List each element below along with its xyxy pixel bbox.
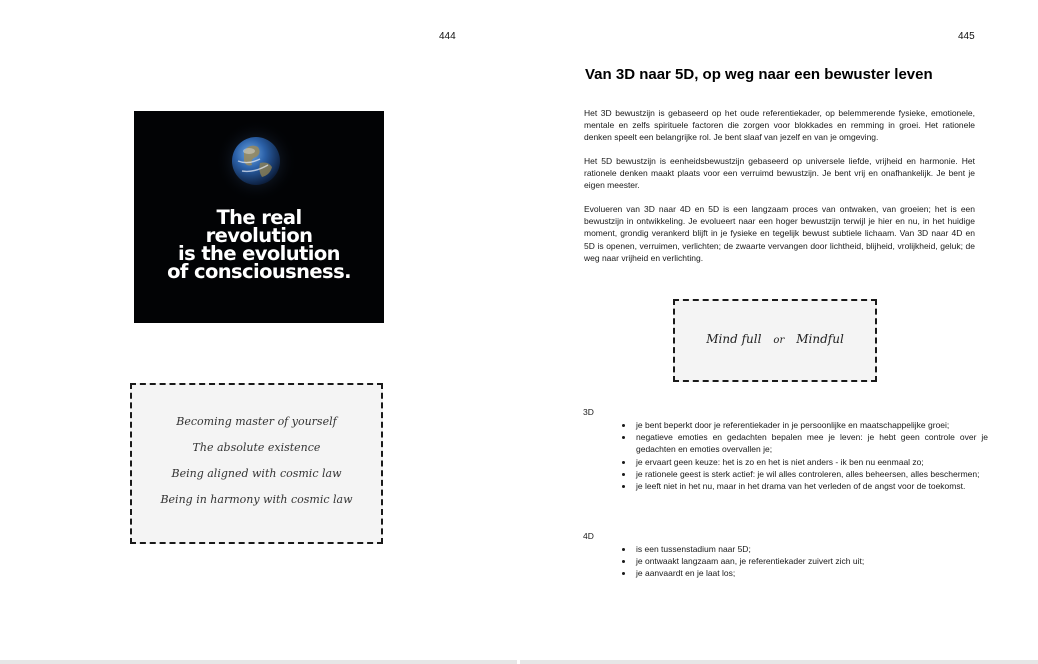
quote-line: Being in harmony with cosmic law — [160, 493, 353, 506]
quote-line: Being aligned with cosmic law — [171, 467, 342, 480]
poster-line: The real — [216, 206, 302, 229]
list-item: • je ontwaakt langzaam aan, je referentiekader zuivert zich uit; — [634, 555, 988, 567]
list-item: • negatieve emoties en gedachten bepalen mee je leven: je hebt geen controle over je gedachten en emoties overvallen je; — [634, 431, 988, 455]
list-item: • je ervaart geen keuze: het is zo en het is niet anders - ik ben nu eenmaal zo; — [634, 456, 988, 468]
paragraph: Het 5D bewustzijn is eenheidsbewustzijn gebaseerd op universele liefde, vrijheid en harmonie. Het rationele denken maakt plaats voor een verruimd bewustzijn. Je bent vrij en onafhankelijk. Je bent je eigen meester. — [584, 156, 975, 191]
page-number: 445 — [958, 31, 975, 42]
or-text: or — [773, 335, 785, 346]
bullet-list-4d — [622, 543, 988, 580]
bullet-list-3d — [622, 419, 988, 492]
page-edge — [0, 660, 517, 664]
mind-box — [673, 299, 877, 382]
list-item: • je leeft niet in het nu, maar in het drama van het verleden of de angst voor de toekomst. — [634, 480, 988, 492]
list-item: • je bent beperkt door je referentiekader in je persoonlijke en maatschappelijke groei; — [634, 419, 988, 431]
quote-line: Becoming master of yourself — [176, 415, 337, 428]
page-edge — [520, 660, 1038, 664]
mind-full-text: Mind full — [706, 332, 762, 346]
paragraph: Evolueren van 3D naar 4D en 5D is een langzaam proces van ontwaken, van groeien; het is een bewustzijn in ontwikkeling. Je evolueert naar een hoger bewustzijn terwijl je hier en nu, in het huidige moment, grondig verankerd blijft in je fysieke en tegelijk bewust subtiele lichaam. Van 3D naar 4D en 5D is openen, verruimen, verlichten; de zwaarte vervangen door lichtheid, blijheid, vrolijkheid, geluk; de weg naar vrijheid en verlichting. — [584, 204, 975, 263]
quote-box — [130, 383, 383, 544]
poster-slogan — [134, 206, 384, 283]
poster-line: is the evolution — [178, 242, 340, 265]
paragraph: Het 3D bewustzijn is gebaseerd op het oude referentiekader, op belemmerende fysieke, emotionele, mentale en zelfs spirituele factoren die zorgen voor blokkades en remming in groei. Het rationele denken speelt een belangrijke rol. Je bent slaaf van jezelf en van je omgeving. — [584, 108, 975, 143]
list-item: • is een tussenstadium naar 5D; — [634, 543, 988, 555]
mind-line — [675, 332, 875, 346]
poster-image — [134, 111, 384, 323]
list-item: • je aanvaardt en je laat los; — [634, 567, 988, 579]
right-page — [520, 0, 1038, 664]
page-number: 444 — [439, 31, 456, 42]
section-label-3d: 3D — [583, 407, 594, 417]
quote-line: The absolute existence — [192, 441, 321, 454]
mindful-text: Mindful — [796, 332, 844, 346]
poster-line: revolution — [205, 224, 313, 247]
page-title: Van 3D naar 5D, op weg naar een bewuster leven — [585, 66, 933, 83]
section-label-4d: 4D — [583, 531, 594, 541]
list-item: • je rationele geest is sterk actief: je wil alles controleren, alles beheersen, alles beschermen; — [634, 468, 988, 480]
poster-line: of consciousness. — [167, 260, 351, 283]
left-page — [0, 0, 517, 664]
